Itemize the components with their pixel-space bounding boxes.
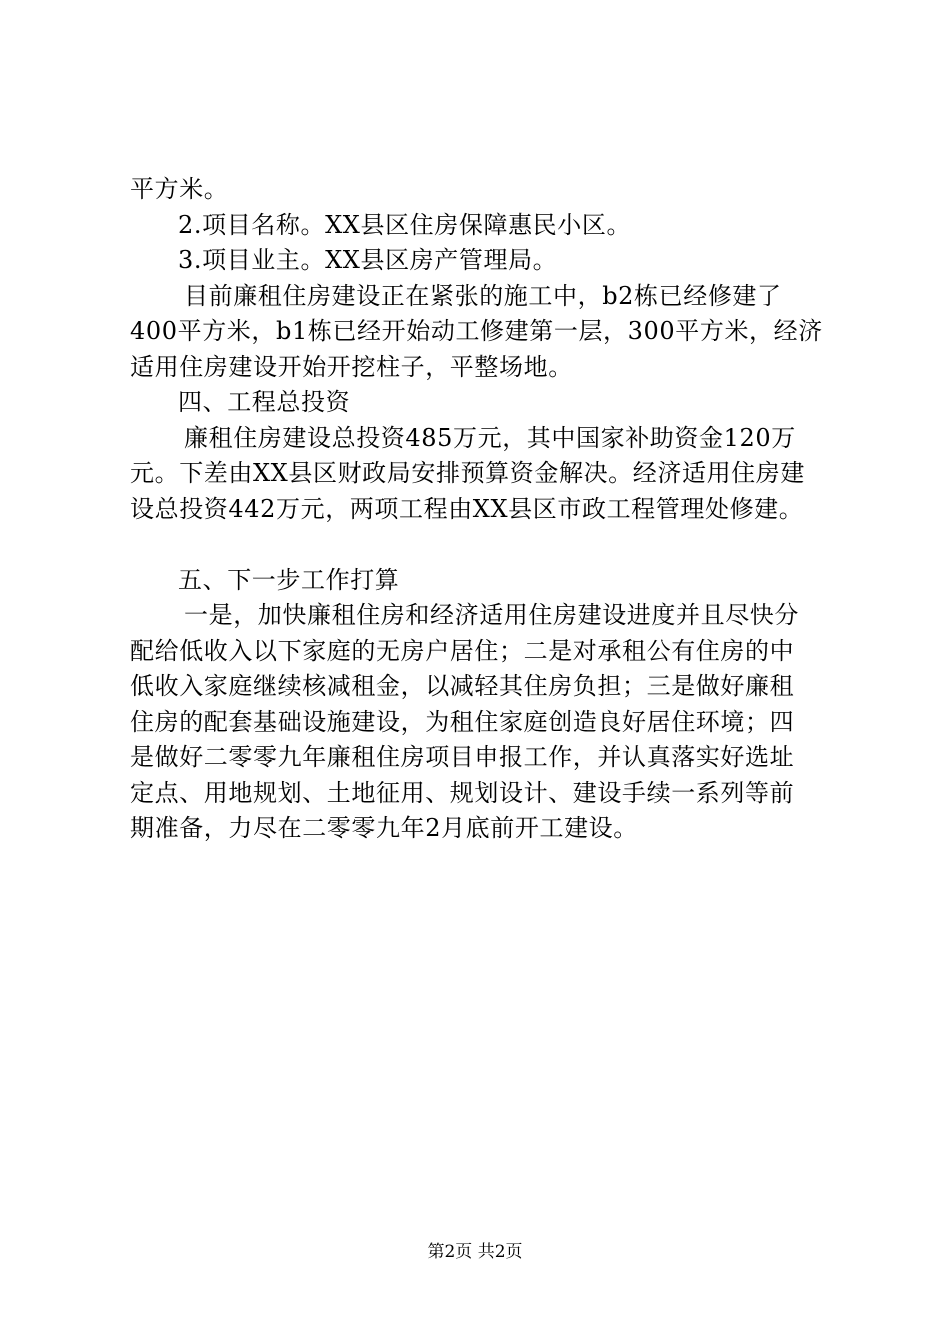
text-line: 适用住房建设开始开挖柱子，平整场地。 bbox=[130, 352, 573, 381]
text-line: 定点、用地规划、土地征用、规划设计、建设手续一系列等前 bbox=[130, 778, 795, 807]
text-line: 设总投资442万元，两项工程由XX县区市政工程管理处修建。 bbox=[130, 494, 804, 523]
text-line: 配给低收入以下家庭的无房户居住；二是对承租公有住房的中 bbox=[130, 636, 795, 665]
text-line: 3.项目业主。XX县区房产管理局。 bbox=[178, 246, 558, 274]
text-line: 廉租住房建设总投资485万元，其中国家补助资金120万 bbox=[184, 423, 796, 452]
text-line: 元。下差由XX县区财政局安排预算资金解决。经济适用住房建 bbox=[130, 459, 805, 487]
text-line: 一是，加快廉租住房和经济适用住房建设进度并且尽快分 bbox=[184, 601, 799, 629]
text-line: 住房的配套基础设施建设，为租住家庭创造良好居住环境；四 bbox=[130, 707, 795, 736]
blank-line bbox=[130, 527, 830, 563]
text-line: 2.项目名称。XX县区住房保障惠民小区。 bbox=[178, 210, 632, 239]
text-line: 平方米。 bbox=[130, 175, 229, 203]
text-line: 400平方米，b1栋已经开始动工修建第一层，300平方米，经济 bbox=[130, 317, 823, 345]
text-line: 目前廉租住房建设正在紧张的施工中，b2栋已经修建了 bbox=[184, 281, 782, 310]
text-line: 低收入家庭继续核减租金，以减轻其住房负担；三是做好廉租 bbox=[130, 672, 795, 700]
section-heading: 四、工程总投资 bbox=[178, 388, 351, 416]
text-line: 期准备，力尽在二零零九年2月底前开工建设。 bbox=[130, 814, 638, 842]
page-footer: 第2页 共2页 bbox=[427, 1242, 523, 1262]
document-body bbox=[130, 172, 830, 847]
text-line: 是做好二零零九年廉租住房项目申报工作，并认真落实好选址 bbox=[130, 743, 795, 771]
section-heading: 五、下一步工作打算 bbox=[178, 565, 400, 594]
